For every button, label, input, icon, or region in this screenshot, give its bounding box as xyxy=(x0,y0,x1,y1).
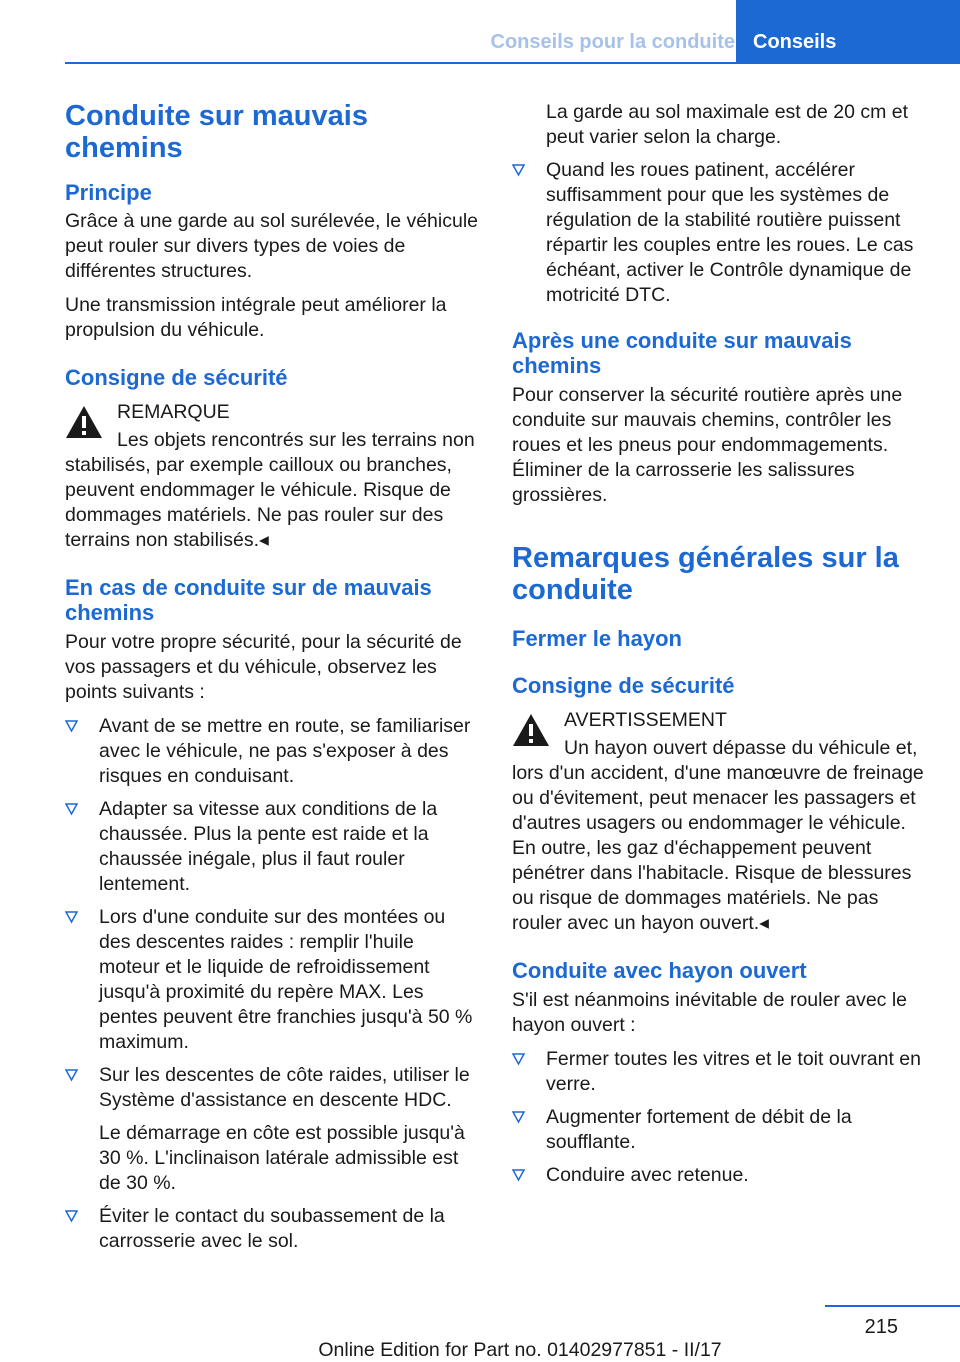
bad-roads-list xyxy=(65,714,479,1113)
header-chapter-tab: Conseils xyxy=(736,0,960,62)
bad-roads-intro: Pour votre propre sécurité, pour la sécurité de vos passagers et du véhicule, observez les points suivants : xyxy=(65,631,462,703)
bullet-triangle-icon xyxy=(65,911,78,924)
warning-block xyxy=(512,708,924,733)
section-title-bad-roads: Conduite sur mauvais chemins xyxy=(65,100,368,164)
section-title-general-driving: Remarques générales sur la conduite xyxy=(512,542,899,606)
header-rule xyxy=(65,62,960,64)
list-item: Avant de se mettre en route, se familiariser avec le véhicule, ne pas s'exposer à des risques en conduisant. xyxy=(65,714,479,789)
list-item: Augmenter fortement de débit de la soufflante. xyxy=(512,1105,924,1155)
list-item-continuation: Le démarrage en côte est possible jusqu'à 30 %. L'inclinaison latérale admissible est de 30 %. xyxy=(99,1122,465,1194)
warning-block xyxy=(65,400,479,425)
warning-triangle-icon xyxy=(512,712,550,748)
edition-note: Online Edition for Part no. 01402977851 - II/17 xyxy=(318,1339,722,1361)
warning-label: REMARQUE xyxy=(117,401,230,423)
bullet-triangle-icon xyxy=(512,164,525,177)
bullet-triangle-icon xyxy=(65,720,78,733)
bullet-triangle-icon xyxy=(512,1169,525,1182)
bullet-triangle-icon xyxy=(65,1210,78,1223)
heading-bad-roads-driving: En cas de conduite sur de mauvais chemins xyxy=(65,575,432,625)
heading-principle: Principe xyxy=(65,180,152,205)
principle-paragraph-1: Grâce à une garde au sol surélevée, le véhicule peut rouler sur divers types de voies de différentes structures. xyxy=(65,210,479,282)
bad-roads-list-continued xyxy=(512,158,924,308)
open-tailgate-list xyxy=(512,1047,924,1188)
bullet-triangle-icon xyxy=(65,1069,78,1082)
left-column xyxy=(65,100,479,1262)
warning-label: AVERTISSEMENT xyxy=(564,709,727,731)
principle-paragraph-2: Une transmission intégrale peut améliorer la propulsion du véhicule. xyxy=(65,294,447,341)
warning-text: Un hayon ouvert dépasse du véhicule et, lors d'un accident, d'une manœuvre de freinage ou d'évitement, peut menacer les passagers et d'autres usagers ou endommager le véhicule. En outre, les gaz d'échappement peuvent pénétrer dans l'habitacle. Risque de blessures ou risque de dommages matériels. Ne pas rouler avec un hayon ouvert.◂ xyxy=(512,737,924,934)
list-item: Fermer toutes les vitres et le toit ouvrant en verre. xyxy=(512,1047,924,1097)
list-item: Sur les descentes de côte raides, utiliser le Système d'assistance en descente HDC. xyxy=(65,1063,479,1113)
bullet-triangle-icon xyxy=(512,1053,525,1066)
list-item: Quand les roues patinent, accélérer suffisamment pour que les systèmes de régulation de la stabilité routière puissent répartir les couples entre les roues. Le cas échéant, activer le Contrôle dynamique de motricité DTC. xyxy=(512,158,924,308)
bad-roads-list-end xyxy=(65,1204,479,1254)
heading-driving-open-tailgate: Conduite avec hayon ouvert xyxy=(512,958,807,983)
footer-rule xyxy=(825,1305,960,1307)
heading-safety-note: Consigne de sécurité xyxy=(512,673,735,698)
warning-triangle-icon xyxy=(65,404,103,440)
after-bad-roads-text: Pour conserver la sécurité routière après une conduite sur mauvais chemins, contrôler les roues et les pneus pour endommagements. Éliminer de la carrosserie les salissures grossières. xyxy=(512,384,903,506)
heading-close-tailgate: Fermer le hayon xyxy=(512,626,682,651)
header-section-title: Conseils pour la conduite xyxy=(490,31,735,53)
bullet-triangle-icon xyxy=(65,803,78,816)
list-item-continuation: La garde au sol maximale est de 20 cm et peut varier selon la charge. xyxy=(546,101,909,148)
right-column xyxy=(512,100,924,1196)
bullet-triangle-icon xyxy=(512,1111,525,1124)
list-item: Conduire avec retenue. xyxy=(512,1163,924,1188)
list-item: Éviter le contact du soubassement de la carrosserie avec le sol. xyxy=(65,1204,479,1254)
warning-text: Les objets rencontrés sur les terrains non stabilisés, par exemple cailloux ou branches, peuvent endommager le véhicule. Risque de dommages matériels. Ne pas rouler sur des terrains non stabilisés.◂ xyxy=(65,429,475,551)
list-item: Adapter sa vitesse aux conditions de la chaussée. Plus la pente est raide et la chaussée inégale, plus il faut rouler lentement. xyxy=(65,797,479,897)
page-number: 215 xyxy=(864,1316,898,1338)
heading-safety-note: Consigne de sécurité xyxy=(65,365,288,390)
open-tailgate-intro: S'il est néanmoins inévitable de rouler avec le hayon ouvert : xyxy=(512,989,908,1036)
list-item: Lors d'une conduite sur des montées ou des descentes raides : remplir l'huile moteur et le liquide de refroidissement jusqu'à proximité du repère MAX. Les pentes peuvent être franchies jusqu'à 50 % maximum. xyxy=(65,905,479,1055)
heading-after-bad-roads: Après une conduite sur mauvais chemins xyxy=(512,328,852,378)
